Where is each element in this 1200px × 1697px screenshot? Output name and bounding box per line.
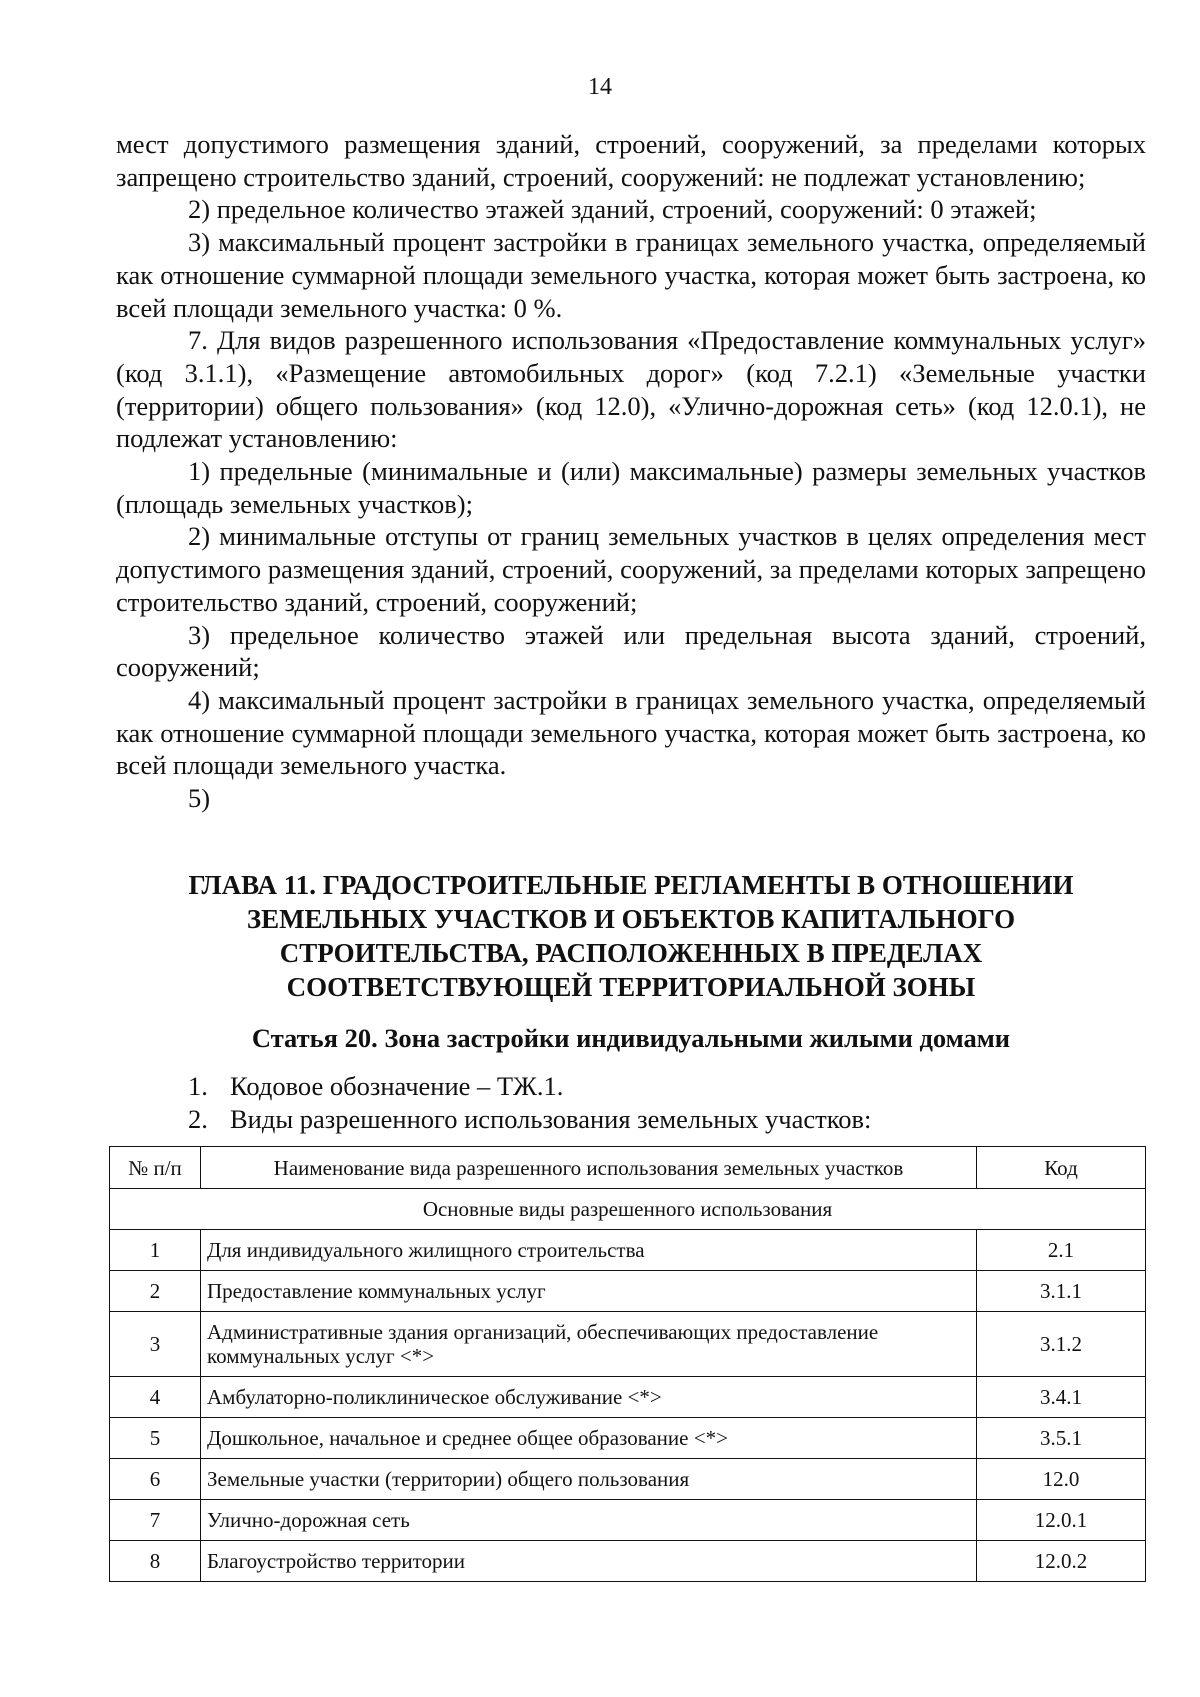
table-row: [110, 1541, 1146, 1582]
article-title: Статья 20. Зона застройки индивидуальными жилыми домами: [251, 1023, 1011, 1053]
table-section-row: [110, 1189, 1146, 1230]
row-num: 3: [110, 1312, 201, 1377]
paragraph: 3) максимальный процент застройки в границах земельного участка, определяемый как отношение суммарной площади земельного участка, которая может быть застроена, ко всей площади земельного участка: 0 %.: [116, 227, 1146, 323]
table-row: [110, 1312, 1146, 1377]
row-code: 3.5.1: [977, 1418, 1146, 1459]
row-num: 4: [110, 1377, 201, 1418]
table-row: [110, 1418, 1146, 1459]
chapter-title-line: СООТВЕТСТВУЮЩЕЙ ТЕРРИТОРИАЛЬНОЙ ЗОНЫ: [286, 972, 976, 1002]
chapter-title-line: СТРОИТЕЛЬСТВА, РАСПОЛОЖЕННЫХ В ПРЕДЕЛАХ: [279, 938, 983, 968]
row-code: 12.0: [977, 1459, 1146, 1500]
row-code: 3.1.1: [977, 1271, 1146, 1312]
paragraph: 7. Для видов разрешенного использования «Предоставление коммунальных услуг» (код 3.1.1), «Размещение автомобильных дорог» (код 7.2.1) «Земельные участки (территории) общего пользования» (код 12.0), «Улично-дорожная сеть» (код 12.0.1), не подлежат установлению:: [116, 325, 1146, 454]
chapter-title-line: ЗЕМЕЛЬНЫХ УЧАСТКОВ И ОБЪЕКТОВ КАПИТАЛЬНОГО: [246, 904, 1016, 934]
row-name: Амбулаторно-поликлиническое обслуживание <*>: [201, 1377, 977, 1418]
table-row: [110, 1500, 1146, 1541]
header-num: № п/п: [110, 1147, 201, 1189]
row-code: 12.0.2: [977, 1541, 1146, 1582]
table-row: [110, 1271, 1146, 1312]
section-label: Основные виды разрешенного использования: [110, 1189, 1146, 1230]
row-code: 3.4.1: [977, 1377, 1146, 1418]
row-num: 8: [110, 1541, 201, 1582]
row-name: Дошкольное, начальное и среднее общее образование <*>: [201, 1418, 977, 1459]
table-header-row: [110, 1147, 1146, 1189]
header-name: Наименование вида разрешенного использования земельных участков: [201, 1147, 977, 1189]
land-use-table: [109, 1146, 1146, 1582]
list-item-number: 2.: [188, 1104, 208, 1134]
row-name: Благоустройство территории: [201, 1541, 977, 1582]
paragraph: 1) предельные (минимальные и (или) максимальные) размеры земельных участков (площадь земельных участков);: [116, 456, 1146, 519]
row-code: 12.0.1: [977, 1500, 1146, 1541]
row-name: Для индивидуального жилищного строительства: [201, 1230, 977, 1271]
table-row: [110, 1377, 1146, 1418]
row-name: Улично-дорожная сеть: [201, 1500, 977, 1541]
row-code: 2.1: [977, 1230, 1146, 1271]
paragraph: 5): [188, 783, 211, 814]
body-text: [116, 128, 1146, 815]
chapter-title: [116, 868, 1146, 1004]
row-num: 2: [110, 1271, 201, 1312]
list-item-text: Кодовое обозначение – ТЖ.1.: [230, 1071, 564, 1101]
row-num: 6: [110, 1459, 201, 1500]
page-number: 14: [588, 74, 612, 100]
row-code: 3.1.2: [977, 1312, 1146, 1377]
paragraph: 2) предельное количество этажей зданий, строений, сооружений: 0 этажей;: [188, 194, 1037, 225]
row-name: Земельные участки (территории) общего пользования: [201, 1459, 977, 1500]
chapter-title-line: ГЛАВА 11. ГРАДОСТРОИТЕЛЬНЫЕ РЕГЛАМЕНТЫ В ОТНОШЕНИИ: [188, 870, 1074, 900]
numbered-list: [188, 1070, 1088, 1136]
list-item: [188, 1070, 1088, 1103]
paragraph: 3) предельное количество этажей или предельная высота зданий, строений, сооружений;: [116, 619, 1146, 683]
row-name: Предоставление коммунальных услуг: [201, 1271, 977, 1312]
header-code: Код: [977, 1147, 1146, 1189]
list-item-number: 1.: [188, 1071, 208, 1101]
table-row: [110, 1459, 1146, 1500]
table-row: [110, 1230, 1146, 1271]
paragraph: 2) минимальные отступы от границ земельных участков в целях определения мест допустимого размещения зданий, строений, сооружений, за пределами которых запрещено строительство зданий, строений, сооружений;: [116, 521, 1146, 617]
paragraph: мест допустимого размещения зданий, строений, сооружений, за пределами которых запрещено строительство зданий, строений, сооружений: не подлежат установлению;: [116, 129, 1146, 192]
row-name: Административные здания организаций, обеспечивающих предоставление коммунальных услуг <*>: [201, 1312, 977, 1377]
list-item-text: Виды разрешенного использования земельных участков:: [230, 1104, 872, 1134]
row-num: 5: [110, 1418, 201, 1459]
row-num: 7: [110, 1500, 201, 1541]
paragraph: 4) максимальный процент застройки в границах земельного участка, определяемый как отношение суммарной площади земельного участка, которая может быть застроена, ко всей площади земельного участка.: [116, 684, 1146, 781]
row-num: 1: [110, 1230, 201, 1271]
list-item: [188, 1103, 1088, 1136]
